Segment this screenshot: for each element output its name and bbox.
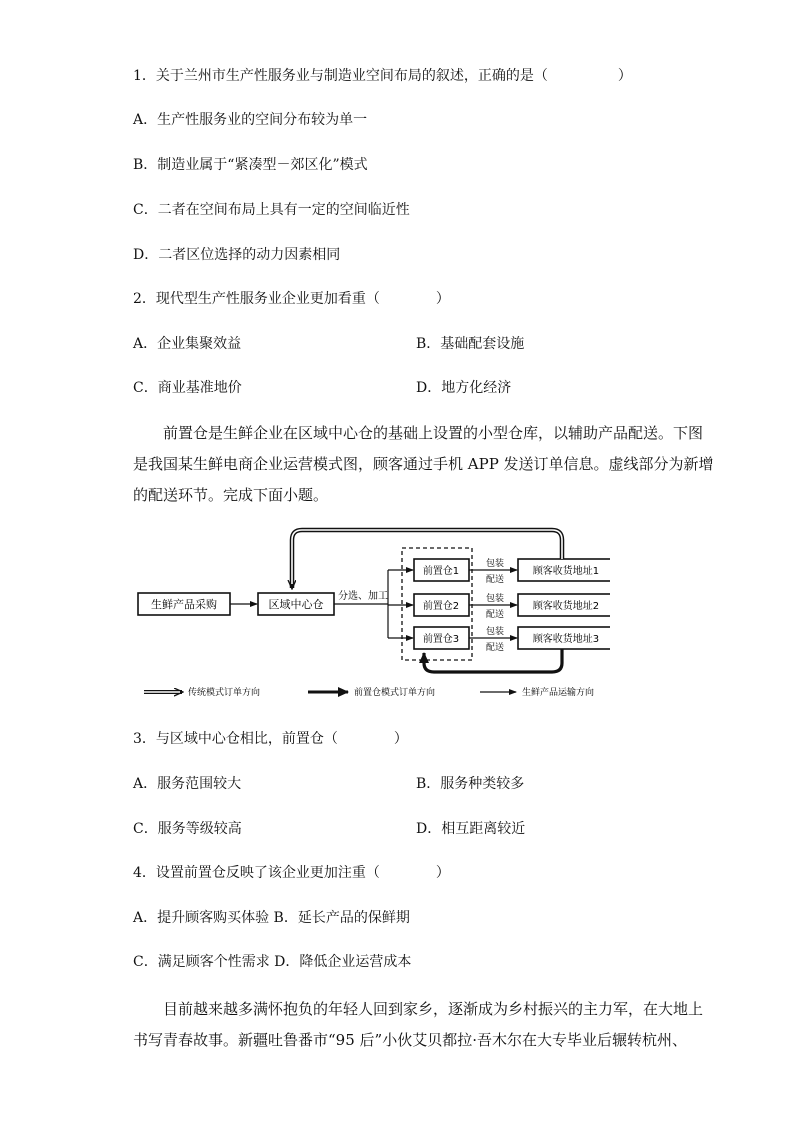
customer-2-label: 顾客收货地址2 (532, 601, 600, 612)
deliver-label: 配送 (486, 610, 505, 620)
operation-mode-diagram (130, 520, 610, 710)
q2-option-b: B．基础配套设施 (416, 336, 525, 352)
q1-stem: 1．关于兰州市生产性服务业与制造业空间布局的叙述，正确的是（ ） (133, 68, 632, 84)
q4-options-cd: C．满足顾客个性需求 D．降低企业运营成本 (133, 954, 412, 970)
final-passage (133, 994, 704, 1056)
center-warehouse-label: 区域中心仓 (268, 598, 324, 611)
q3-option-b: B．服务种类较多 (416, 776, 525, 792)
q3-option-c: C．服务等级较高 (133, 821, 242, 837)
legend-front-label: 前置仓模式订单方向 (354, 688, 436, 698)
deliver-label: 配送 (486, 575, 505, 585)
pack-label: 包装 (486, 559, 505, 569)
q1-option-d: D．二者区位选择的动力因素相同 (133, 247, 341, 263)
front-warehouse-2-label: 前置仓2 (422, 601, 460, 612)
final-passage-line: 目前越来越多满怀抱负的年轻人回到家乡，逐渐成为乡村振兴的主力军，在大地上 (133, 1000, 704, 1018)
deliver-label: 配送 (486, 643, 505, 653)
process-label: 分选、加工 (338, 591, 388, 602)
passage-line: 的配送环节。完成下面小题。 (133, 486, 329, 504)
q1-option-b: B．制造业属于“紧凑型－郊区化”模式 (133, 157, 368, 173)
customer-1-label: 顾客收货地址1 (532, 566, 600, 577)
legend-traditional-label: 传统模式订单方向 (188, 688, 261, 698)
legend (144, 686, 594, 698)
passage-line: 是我国某生鲜电商企业运营模式图，顾客通过手机 APP 发送订单信息。虚线部分为新增 (133, 455, 714, 473)
final-passage-line: 书写青春故事。新疆吐鲁番市“95 后”小伙艾贝都拉·吾木尔在大专毕业后辗转杭州、 (133, 1031, 687, 1049)
pack-label: 包装 (486, 594, 505, 604)
passage (133, 418, 714, 511)
q2-option-c: C．商业基准地价 (133, 380, 242, 396)
q3-option-a: A．服务范围较大 (133, 776, 242, 792)
q4-stem: 4．设置前置仓反映了该企业更加注重（ ） (133, 865, 450, 881)
q1-option-c: C．二者在空间布局上具有一定的空间临近性 (133, 202, 410, 218)
q2-stem: 2．现代型生产性服务业企业更加看重（ ） (133, 291, 450, 307)
q2-option-a: A．企业集聚效益 (133, 336, 242, 352)
front-warehouse-1-label: 前置仓1 (422, 566, 460, 577)
legend-transport-label: 生鲜产品运输方向 (522, 688, 595, 698)
front-warehouse-3-label: 前置仓3 (422, 634, 460, 645)
q3-option-d: D．相互距离较近 (416, 821, 526, 837)
q2-option-d: D．地方化经济 (416, 380, 512, 396)
q4-options-ab: A．提升顾客购买体验 B．延长产品的保鲜期 (133, 910, 410, 926)
q1-option-a: A．生产性服务业的空间分布较为单一 (133, 112, 368, 128)
passage-line: 前置仓是生鲜企业在区域中心仓的基础上设置的小型仓库，以辅助产品配送。下图 (133, 424, 704, 442)
purchase-label: 生鲜产品采购 (151, 598, 217, 611)
customer-3-label: 顾客收货地址3 (532, 634, 600, 645)
q3-stem: 3．与区域中心仓相比，前置仓（ ） (133, 731, 408, 747)
pack-label: 包装 (486, 627, 505, 637)
